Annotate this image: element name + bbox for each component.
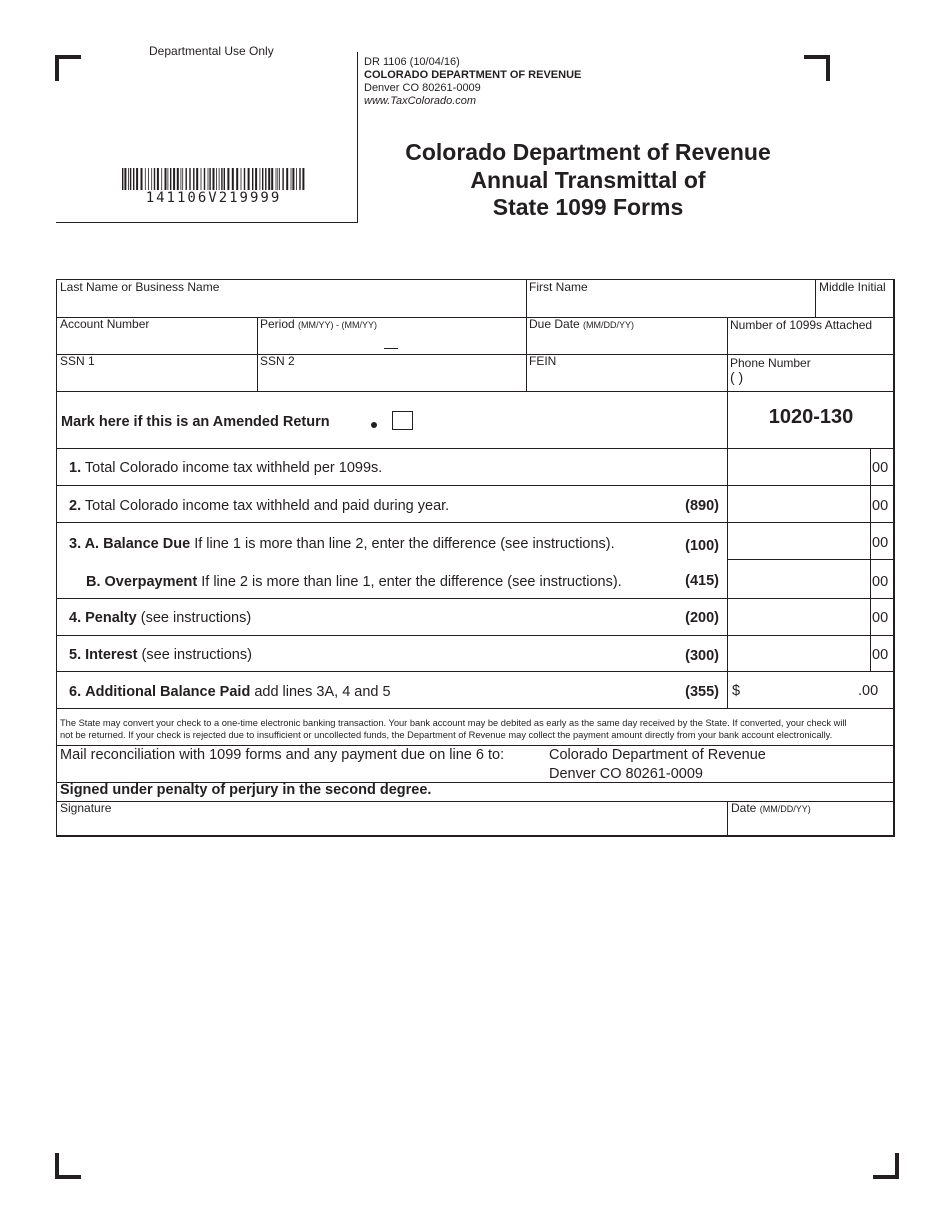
barcode-bar xyxy=(151,168,152,190)
account-number-label: Account Number xyxy=(60,317,150,331)
account-number-field[interactable] xyxy=(58,331,256,353)
line-item-5-text: 4. Penalty (see instructions) xyxy=(69,610,252,626)
barcode-bar xyxy=(122,168,123,190)
barcode-bar xyxy=(124,168,126,190)
barcode-bar xyxy=(276,168,277,190)
barcode-bar xyxy=(133,168,134,190)
barcode-bar xyxy=(182,168,183,190)
barcode-bar xyxy=(219,168,220,190)
line-item-7-code: (355) xyxy=(685,684,719,700)
barcode-bar xyxy=(209,168,210,190)
transmittal-form xyxy=(56,279,895,837)
form-header xyxy=(364,56,581,108)
ssn2-field[interactable] xyxy=(259,368,525,390)
line-item-4-cents: 00 xyxy=(872,574,889,590)
barcode-bar xyxy=(128,168,129,190)
num-1099s-label: Number of 1099s Attached xyxy=(730,318,873,332)
line-item-5-code: (200) xyxy=(685,610,719,626)
line-item-6-text: 5. Interest (see instructions) xyxy=(69,647,252,663)
num-1099s-field[interactable] xyxy=(729,332,893,353)
crop-mark-bottom-left xyxy=(55,1153,81,1179)
line-item-1-text: 1. Total Colorado income tax withheld per 1099s. xyxy=(69,460,383,476)
barcode-bar xyxy=(208,168,209,190)
line-item-7-text: 6. Additional Balance Paid add lines 3A, 4 and 5 xyxy=(69,684,391,700)
line-item-4-amount-field[interactable] xyxy=(729,564,869,598)
middle-initial-field[interactable] xyxy=(817,294,893,316)
barcode-bar xyxy=(252,168,253,190)
barcode xyxy=(122,168,305,190)
mail-instruction: Mail reconciliation with 1099 forms and any payment due on line 6 to: xyxy=(60,747,505,763)
amended-return-checkbox[interactable] xyxy=(392,411,413,430)
barcode-bar xyxy=(157,168,159,190)
line-item-1-amount-field[interactable] xyxy=(729,450,869,484)
crop-mark-top-right xyxy=(804,55,830,81)
line-item-2-cents: 00 xyxy=(872,498,889,514)
mail-address-line-2: Denver CO 80261-0009 xyxy=(549,766,703,782)
barcode-bar xyxy=(224,168,225,190)
crop-mark-top-left xyxy=(55,55,81,81)
due-date-label: Due Date (MM/DD/YY) xyxy=(529,317,635,331)
barcode-bar xyxy=(130,168,131,190)
dept-box-bottom-border xyxy=(56,222,358,223)
title-line-2: Annual Transmittal of xyxy=(470,166,706,193)
signature-field[interactable] xyxy=(58,815,726,836)
crop-mark-bottom-right xyxy=(873,1153,899,1179)
last-name-label: Last Name or Business Name xyxy=(60,280,220,294)
agency-address: Denver CO 80261-0009 xyxy=(364,82,481,94)
bullet-icon xyxy=(371,422,377,428)
date-field[interactable] xyxy=(729,815,893,836)
title-line-3: State 1099 Forms xyxy=(492,194,684,220)
first-name-field[interactable] xyxy=(528,294,813,316)
line-item-2-amount-field[interactable] xyxy=(729,488,869,522)
barcode-bar xyxy=(173,168,175,190)
line-item-7-amount-field[interactable] xyxy=(729,674,893,708)
ssn1-field[interactable] xyxy=(58,368,256,390)
barcode-bar xyxy=(260,168,261,190)
perjury-statement: Signed under penalty of perjury in the second degree. xyxy=(60,782,432,798)
line-item-3-cents: 00 xyxy=(872,535,889,551)
line-item-3-text: 3. A. Balance Due If line 1 is more than line 2, enter the difference (see instructions). xyxy=(69,536,615,552)
barcode-bar xyxy=(282,168,283,190)
period-label: Period (MM/YY) - (MM/YY) xyxy=(260,317,378,331)
barcode-bar xyxy=(204,168,205,190)
barcode-bar xyxy=(232,168,234,190)
mail-address-line-1: Colorado Department of Revenue xyxy=(549,747,766,763)
barcode-bar xyxy=(248,168,250,190)
line-item-7-cents: .00 xyxy=(858,683,879,699)
signature-label: Signature xyxy=(60,801,112,815)
barcode-bar xyxy=(196,168,198,190)
barcode-bar xyxy=(292,168,294,190)
line-item-3-code: (100) xyxy=(685,538,719,554)
barcode-bar xyxy=(186,168,187,190)
barcode-bar xyxy=(277,168,278,190)
barcode-bar xyxy=(299,168,300,190)
title-line-1: Colorado Department of Revenue xyxy=(405,139,771,165)
barcode-bar xyxy=(227,168,229,190)
barcode-bar xyxy=(145,168,146,190)
barcode-bar xyxy=(271,168,273,190)
ssn1-label: SSN 1 xyxy=(60,354,95,368)
last-name-field[interactable] xyxy=(58,294,524,316)
line-item-6-amount-field[interactable] xyxy=(729,637,869,671)
line-item-4-code: (415) xyxy=(685,573,719,589)
barcode-bar xyxy=(236,168,238,190)
phone-area-parens[interactable]: ( ) xyxy=(730,369,744,385)
barcode-bar xyxy=(168,168,169,190)
phone-label: Phone Number xyxy=(730,356,811,370)
barcode-bar xyxy=(302,168,304,190)
barcode-bar xyxy=(181,168,182,190)
barcode-bar xyxy=(193,168,194,190)
agency-website[interactable]: www.TaxColorado.com xyxy=(364,95,477,107)
line-item-3-amount-field[interactable] xyxy=(729,526,869,560)
barcode-bar xyxy=(161,168,162,190)
barcode-bar xyxy=(177,168,179,190)
date-label: Date (MM/DD/YY) xyxy=(731,801,811,815)
dollar-sign: $ xyxy=(732,683,741,699)
page-title xyxy=(360,139,816,222)
agency-name: COLORADO DEPARTMENT OF REVENUE xyxy=(364,69,582,81)
barcode-bar xyxy=(216,168,217,190)
dept-box-right-border xyxy=(357,52,358,223)
ssn2-label: SSN 2 xyxy=(260,354,295,368)
middle-initial-label: Middle Initial xyxy=(819,280,886,294)
barcode-bar xyxy=(255,168,257,190)
electronic-conversion-notice: The State may convert your check to a one-time electronic banking transaction. Your bank account may be debited as early as the same day received by the State. If converted, your check will not be returned. If your check is rejected due to insufficient or uncollected funds, the Department of Revenue may collect the payment amount directly from your bank account electronically. xyxy=(60,718,847,740)
period-field[interactable] xyxy=(259,331,525,353)
line-item-5-cents: 00 xyxy=(872,610,889,626)
barcode-bar xyxy=(296,168,297,190)
form-code: 1020-130 xyxy=(768,406,854,428)
barcode-bar xyxy=(136,168,138,190)
barcode-bar xyxy=(165,168,167,190)
line-item-2-code: (890) xyxy=(685,498,719,514)
barcode-bar xyxy=(148,168,149,190)
amended-return-label: Mark here if this is an Amended Return xyxy=(61,414,330,430)
barcode-bar xyxy=(279,168,280,190)
due-date-field[interactable] xyxy=(528,331,726,353)
line-item-6-cents: 00 xyxy=(872,647,889,663)
departmental-use-label: Departmental Use Only xyxy=(149,44,274,58)
form-id: DR 1106 (10/04/16) xyxy=(364,56,460,68)
barcode-bar xyxy=(221,168,222,190)
line-item-6-code: (300) xyxy=(685,648,719,664)
first-name-label: First Name xyxy=(529,280,588,294)
line-item-5-amount-field[interactable] xyxy=(729,600,869,634)
line-item-1-cents: 00 xyxy=(872,460,889,476)
fein-field[interactable] xyxy=(528,368,726,390)
barcode-bar xyxy=(244,168,245,190)
barcode-bar xyxy=(154,168,155,190)
barcode-bar xyxy=(268,168,270,190)
barcode-bar xyxy=(286,168,288,190)
fein-label: FEIN xyxy=(529,354,557,368)
barcode-bar xyxy=(262,168,263,190)
barcode-bar xyxy=(241,168,242,190)
line-item-2-text: 2. Total Colorado income tax withheld and paid during year. xyxy=(69,498,450,514)
barcode-bar xyxy=(201,168,202,190)
line-item-4-text: B. Overpayment If line 2 is more than line 1, enter the difference (see instructions). xyxy=(86,574,622,590)
barcode-bar xyxy=(213,168,215,190)
barcode-bar xyxy=(291,168,292,190)
barcode-bar xyxy=(189,168,190,190)
barcode-bar xyxy=(170,168,171,190)
barcode-number: 141106V219999 xyxy=(145,190,282,206)
barcode-bar xyxy=(141,168,143,190)
barcode-bar xyxy=(265,168,266,190)
